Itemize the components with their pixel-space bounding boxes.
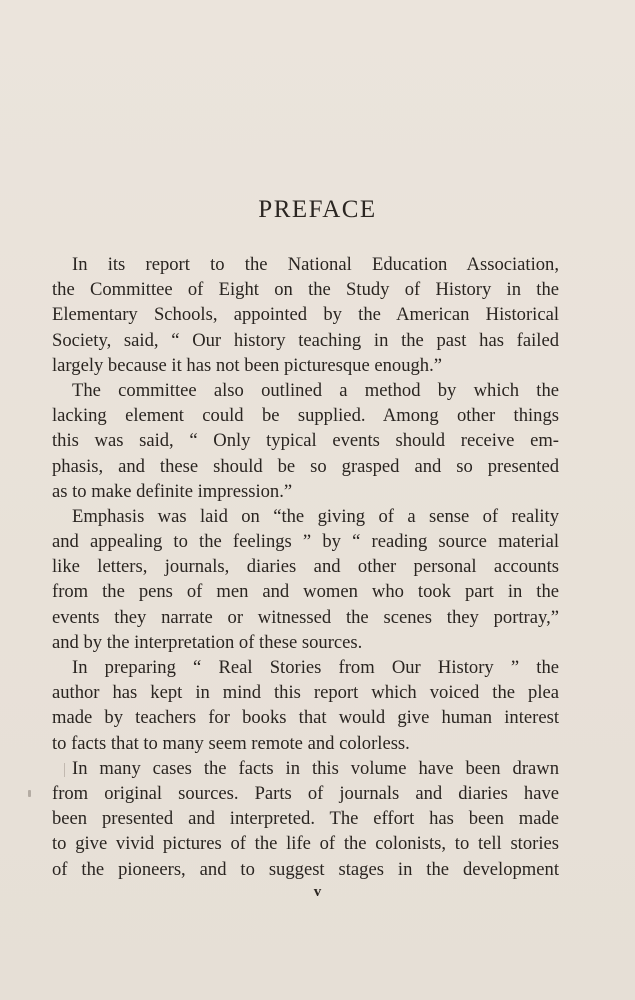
text-line: events they narrate or witnessed the scenes they portray,” (52, 606, 559, 628)
page-title: PREFACE (258, 196, 377, 223)
text-line: made by teachers for books that would give human interest (52, 707, 559, 729)
text-line: from the pens of men and women who took part in the (52, 581, 559, 603)
page-number: v (313, 884, 322, 900)
text-line: this was said, “ Only typical events should receive em- (52, 430, 559, 452)
text-line: phasis, and these should be so grasped and so presented (52, 455, 559, 477)
margin-speck (28, 790, 31, 797)
text-line: and by the interpretation of these sources. (52, 631, 363, 653)
text-line: to give vivid pictures of the life of the colonists, to tell stories (52, 833, 559, 855)
text-line: from original sources. Parts of journals and diaries have (52, 782, 559, 804)
text-line: like letters, journals, diaries and other personal accounts (52, 556, 559, 578)
text-line: and appealing to the feelings ” by “ reading source material (52, 531, 559, 553)
text-line: The committee also outlined a method by which the (72, 379, 559, 401)
text-line: In its report to the National Education Association, (72, 254, 559, 275)
text-line: In many cases the facts in this volume have been drawn (72, 757, 559, 779)
text-line: author has kept in mind this report which voiced the plea (52, 682, 559, 704)
text-line: been presented and interpreted. The effort has been made (52, 808, 559, 830)
text-line: the Committee of Eight on the Study of History in the (52, 279, 559, 301)
preface-body (52, 252, 559, 882)
text-line: Emphasis was laid on “the giving of a sense of reality (72, 505, 559, 527)
text-line: to facts that to many seem remote and colorless. (52, 732, 410, 754)
text-line: Elementary Schools, appointed by the American Historical (52, 304, 559, 326)
text-line: lacking element could be supplied. Among other things (52, 405, 559, 427)
text-line: of the pioneers, and to suggest stages in the development (52, 858, 559, 880)
text-line: as to make definite impression.” (52, 480, 293, 502)
text-line: In preparing “ Real Stories from Our History ” the (72, 657, 559, 678)
text-line: Society, said, “ Our history teaching in the past has failed (52, 329, 559, 351)
text-line: largely because it has not been picturesque enough.” (52, 354, 442, 376)
